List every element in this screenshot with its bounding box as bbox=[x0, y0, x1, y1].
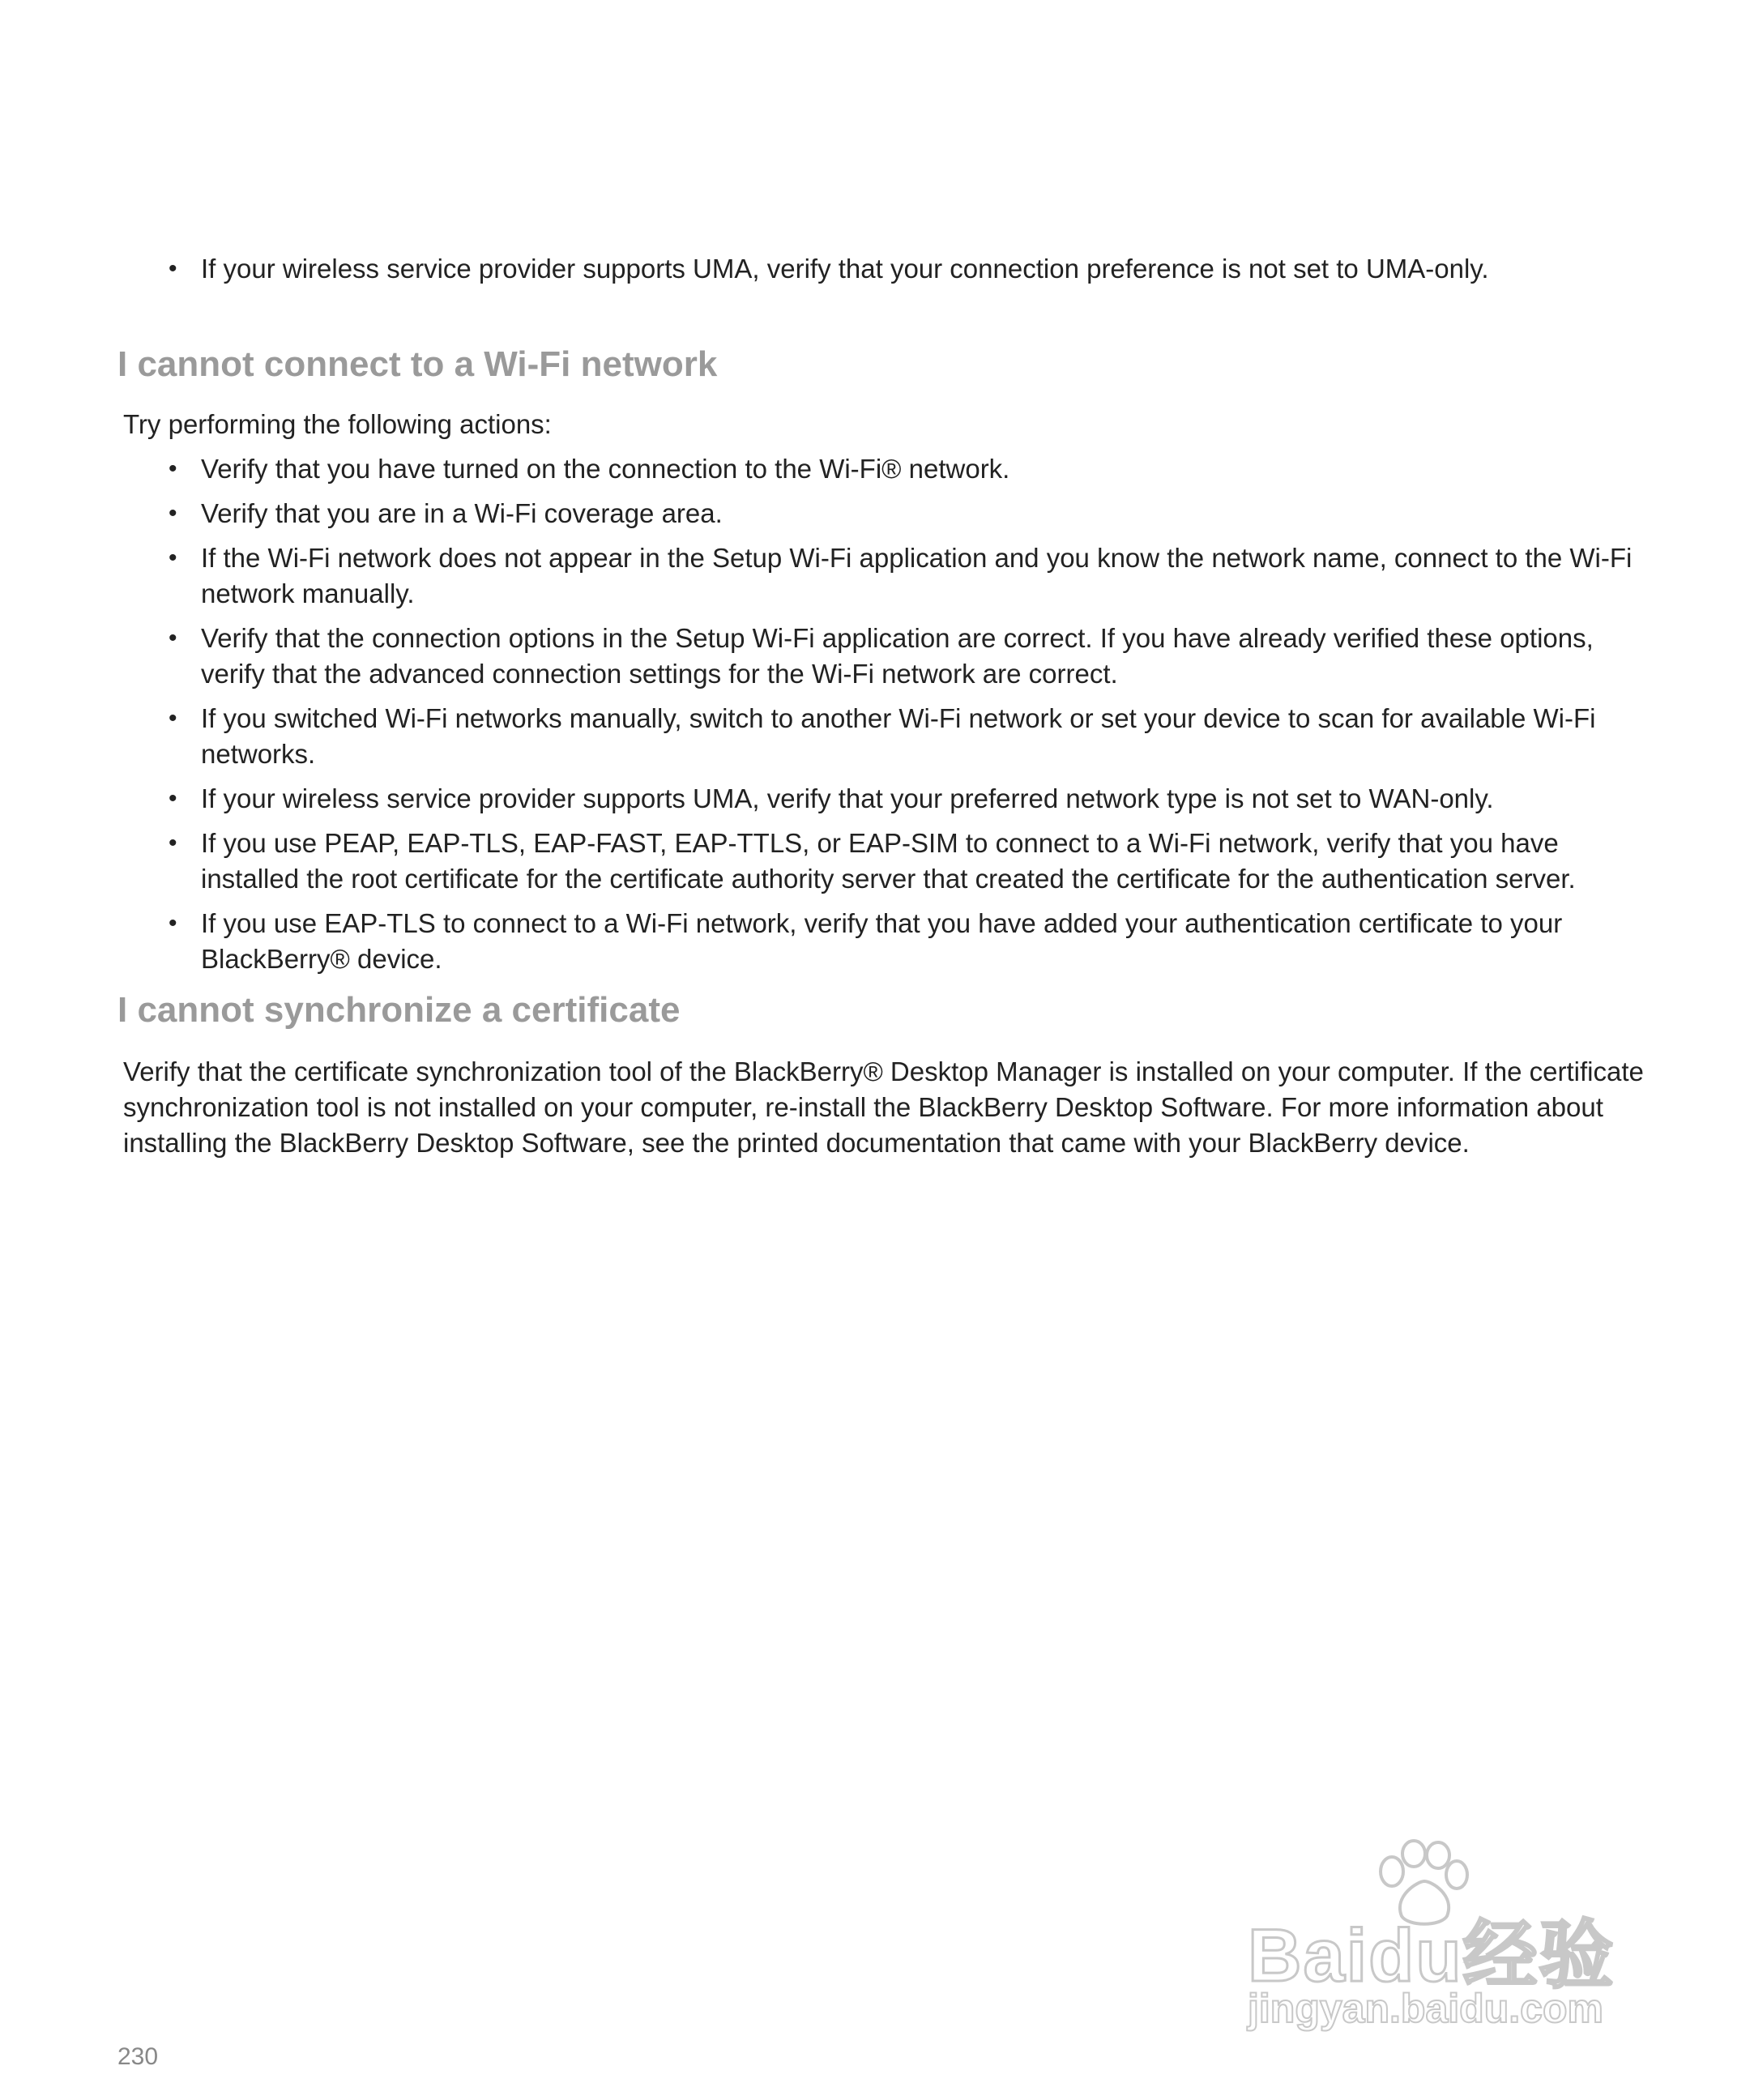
list-item-text: If you switched Wi-Fi networks manually, switch to another Wi-Fi network or set your device to scan for available Wi-Fi networks. bbox=[201, 703, 1596, 769]
list-item bbox=[169, 906, 1659, 977]
list-item-text: If the Wi-Fi network does not appear in the Setup Wi-Fi application and you know the network name, connect to the Wi-Fi network manually. bbox=[201, 543, 1633, 608]
bullet-icon: • bbox=[169, 544, 177, 571]
list-item-text: Verify that you are in a Wi-Fi coverage area. bbox=[201, 498, 723, 528]
bullet-icon: • bbox=[169, 705, 177, 732]
list-item bbox=[169, 621, 1659, 692]
list-item bbox=[169, 701, 1659, 772]
section-heading-certificate: I cannot synchronize a certificate bbox=[117, 990, 681, 1030]
top-bullet-list bbox=[169, 251, 1651, 296]
bullet-icon: • bbox=[169, 910, 177, 937]
list-item bbox=[169, 781, 1659, 817]
list-item bbox=[169, 251, 1651, 287]
bullet-icon: • bbox=[169, 830, 177, 856]
certificate-body-text: Verify that the certificate synchronization tool of the BlackBerry® Desktop Manager is installed on your computer. If the certificate synchronization tool is not installed on your computer, re-install the BlackBerry Desktop Software. For more information about installing the BlackBerry Desktop Software, see the printed documentation that came with your BlackBerry device. bbox=[123, 1056, 1644, 1158]
wifi-bullet-list bbox=[169, 451, 1659, 986]
list-item bbox=[169, 540, 1659, 612]
list-item-text: If your wireless service provider supports UMA, verify that your connection preference is not set to UMA-only. bbox=[201, 254, 1489, 284]
wifi-intro-text: Try performing the following actions: bbox=[123, 409, 552, 439]
list-item bbox=[169, 826, 1659, 897]
bullet-icon: • bbox=[169, 625, 177, 651]
bullet-icon: • bbox=[169, 500, 177, 527]
list-item-text: If you use PEAP, EAP-TLS, EAP-FAST, EAP-TTLS, or EAP-SIM to connect to a Wi-Fi network, verify that you have installed the root certificate for the certificate authority server that created the certificate for the authentication server. bbox=[201, 828, 1576, 894]
watermark-logo-text: Baidu经验 bbox=[1248, 1914, 1616, 1997]
list-item bbox=[169, 496, 1659, 531]
list-item-text: Verify that you have turned on the connection to the Wi-Fi® network. bbox=[201, 454, 1010, 484]
bullet-icon: • bbox=[169, 455, 177, 482]
list-item-text: If you use EAP-TLS to connect to a Wi-Fi network, verify that you have added your authentication certificate to your BlackBerry® device. bbox=[201, 908, 1563, 974]
list-item-text: If your wireless service provider supports UMA, verify that your preferred network type is not set to WAN-only. bbox=[201, 783, 1494, 813]
page-number: 230 bbox=[117, 2043, 159, 2070]
bullet-icon: • bbox=[169, 255, 177, 282]
section-heading-wifi: I cannot connect to a Wi-Fi network bbox=[117, 344, 718, 384]
bullet-icon: • bbox=[169, 785, 177, 812]
list-item bbox=[169, 451, 1659, 487]
baidu-watermark bbox=[1248, 1839, 1669, 2042]
watermark-url: jingyan.baidu.com bbox=[1248, 1986, 1603, 2031]
list-item-text: Verify that the connection options in the Setup Wi-Fi application are correct. If you have already verified these options, verify that the advanced connection settings for the Wi-Fi network are correct. bbox=[201, 623, 1594, 689]
